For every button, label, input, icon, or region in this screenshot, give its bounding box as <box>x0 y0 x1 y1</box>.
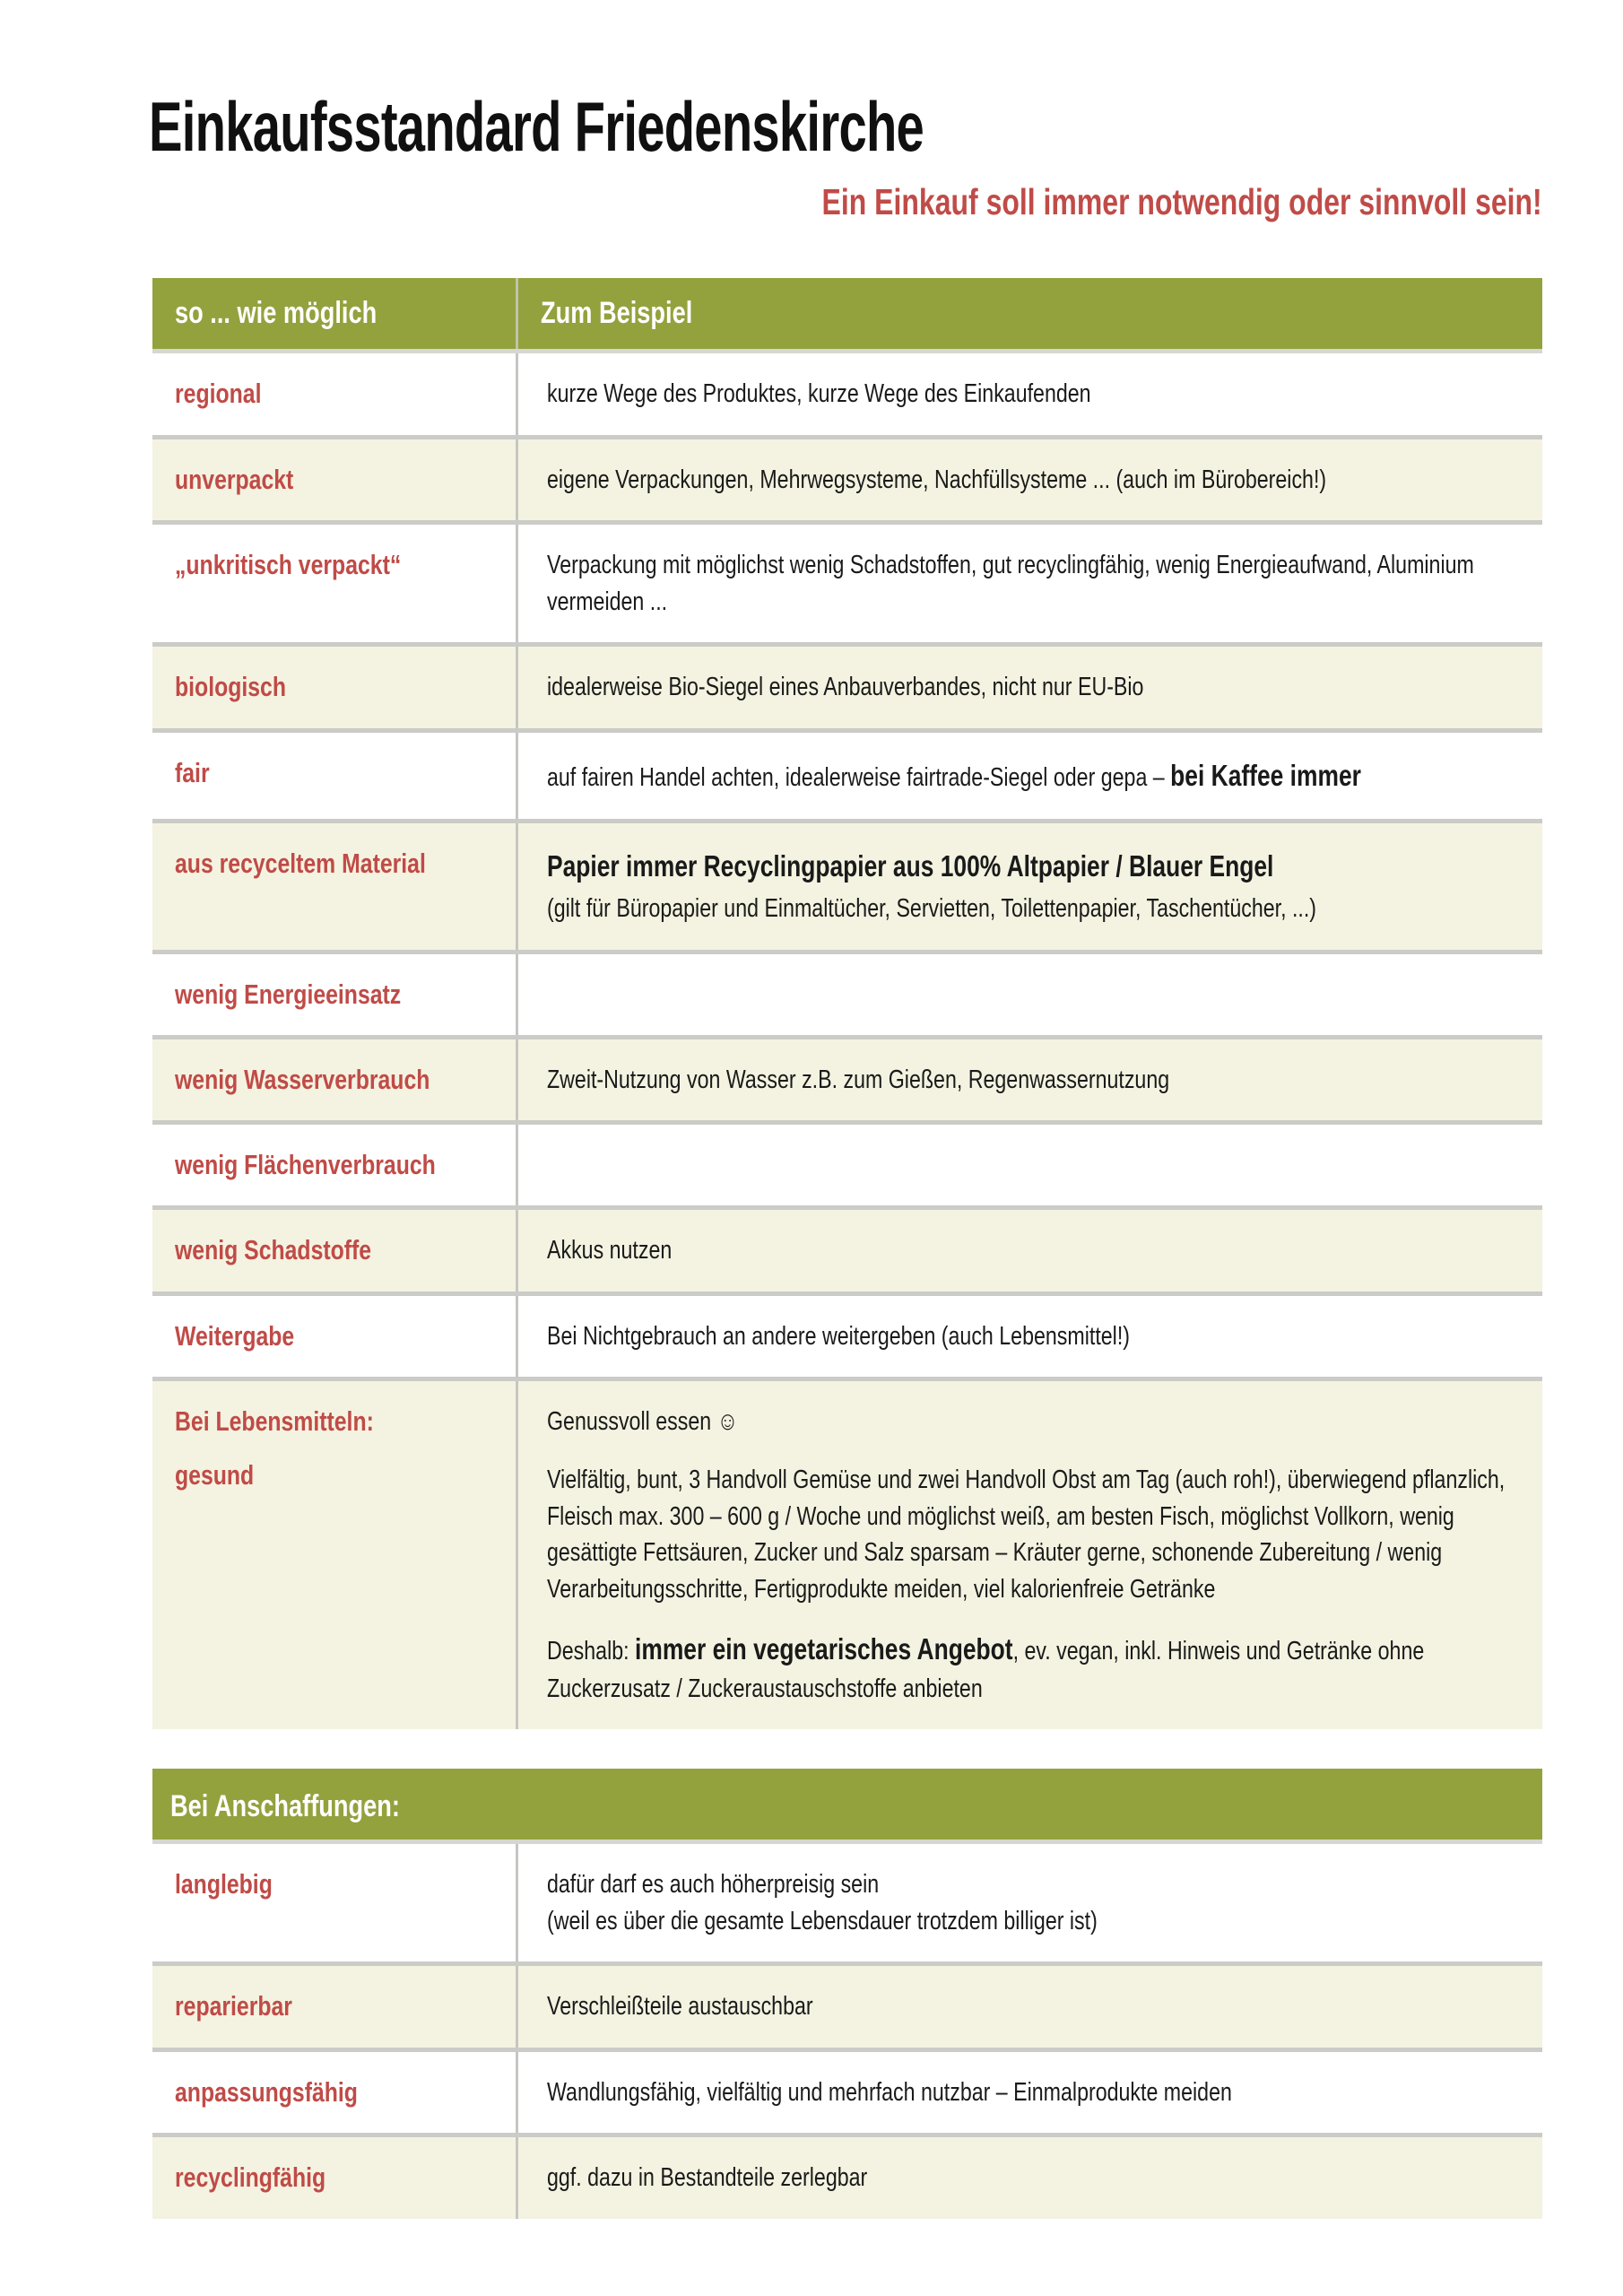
row-text: Zweit-Nutzung von Wasser z.B. zum Gießen, Regenwassernutzung <box>547 1065 1170 1094</box>
header-col-example: Zum Beispiel <box>541 296 693 330</box>
row-label: wenig Wasserverbrauch <box>152 1039 518 1121</box>
header-anschaffungen: Bei Anschaffungen: <box>170 1789 400 1823</box>
row-text: Verschleißteile austauschbar <box>547 1992 813 2022</box>
row-label: reparierbar <box>152 1966 518 2048</box>
paragraph-ernaehrung: Vielfältig, bunt, 3 Handvoll Gemüse und zwei Handvoll Obst am Tag (auch roh!), überwiegend pflanzlich, Fleisch max. 300 – 600 g / Woche und möglichst weiß, am besten Fisch, möglichst Vollkorn, wenig gesättigte Fettsäuren, Zucker und Salz sparsam – Kräuter gerne, schonende Zubereitung / wenig Verarbeitungsschritte, Fertigprodukte meiden, viel kalorienfreie Getränke <box>547 1465 1506 1604</box>
row-label: regional <box>152 353 518 435</box>
row-label: „unkritisch verpackt“ <box>152 525 518 642</box>
emphasis-text: immer ein vegetarisches Angebot <box>635 1632 1013 1666</box>
paragraph-genussvoll: Genussvoll essen ☺ <box>547 1407 739 1437</box>
row-text-empty <box>518 1125 1542 1205</box>
table-row-wasserverbrauch <box>152 1039 1542 1126</box>
table-row-anpassungsfaehig <box>152 2052 1542 2138</box>
table-row-langlebig <box>152 1844 1542 1966</box>
table-row-reparierbar <box>152 1966 1542 2052</box>
row-text: Verpackung mit möglichst wenig Schadstoffen, gut recyclingfähig, wenig Energieaufwand, Aluminium vermeiden ... <box>547 551 1474 616</box>
paragraph-deshalb: Deshalb: immer ein vegetarisches Angebot, ev. vegan, inkl. Hinweis und Getränke ohne Zuckerzusatz / Zuckeraustauschstoffe anbieten <box>547 1632 1425 1703</box>
row-text: ggf. dazu in Bestandteile zerlegbar <box>547 2163 868 2193</box>
anschaffungen-table-header <box>152 1769 1542 1844</box>
row-text: idealerweise Bio-Siegel eines Anbauverbandes, nicht nur EU-Bio <box>547 673 1144 702</box>
row-label: aus recyceltem Material <box>152 823 518 950</box>
row-text: Wandlungsfähig, vielfältig und mehrfach nutzbar – Einmalprodukte meiden <box>547 2077 1232 2107</box>
page-subtitle: Ein Einkauf soll immer notwendig oder sinnvoll sein! <box>821 181 1542 222</box>
row-text: eigene Verpackungen, Mehrwegsysteme, Nachfüllsysteme ... (auch im Bürobereich!) <box>547 465 1327 494</box>
row-text-empty <box>518 954 1542 1035</box>
table-row-schadstoffe <box>152 1210 1542 1296</box>
table-row-biologisch <box>152 647 1542 733</box>
row-text: dafür darf es auch höherpreisig sein (weil es über die gesamte Lebensdauer trotzdem billiger ist) <box>547 1870 1098 1935</box>
row-label: anpassungsfähig <box>152 2052 518 2134</box>
row-label: unverpackt <box>152 439 518 521</box>
table-row-lebensmittel-gesund <box>152 1381 1542 1729</box>
row-label: biologisch <box>152 647 518 728</box>
row-label: Bei Lebensmitteln: gesund <box>152 1381 518 1729</box>
table-row-unverpackt <box>152 439 1542 526</box>
row-text: auf fairen Handel achten, idealerweise fairtrade-Siegel oder gepa – bei Kaffee immer <box>547 758 1361 792</box>
sub-text: (gilt für Büropapier und Einmaltücher, Servietten, Toilettenpapier, Taschentücher, ...) <box>547 894 1317 924</box>
emphasis-text: bei Kaffee immer <box>1170 758 1361 792</box>
table-row-recyclingfaehig <box>152 2137 1542 2219</box>
table-row-energieeinsatz <box>152 954 1542 1039</box>
row-label: wenig Flächenverbrauch <box>152 1125 518 1205</box>
standards-table-header <box>152 278 1542 353</box>
table-row-recyceltes-material <box>152 823 1542 954</box>
row-text <box>518 1381 1542 1729</box>
page-title: Einkaufsstandard Friedenskirche <box>149 87 924 166</box>
row-text <box>518 823 1542 950</box>
anschaffungen-table <box>152 1769 1542 2219</box>
row-label: wenig Energieeinsatz <box>152 954 518 1035</box>
header-col-how: so ... wie möglich <box>152 278 518 349</box>
table-row-weitergabe <box>152 1296 1542 1382</box>
row-label: langlebig <box>152 1844 518 1961</box>
table-row-flaechenverbrauch <box>152 1125 1542 1210</box>
subtitle-row <box>152 181 1542 223</box>
row-label: fair <box>152 733 518 819</box>
table-row-unkritisch-verpackt <box>152 525 1542 647</box>
table-row-fair <box>152 733 1542 823</box>
row-label: Weitergabe <box>152 1296 518 1378</box>
row-text: kurze Wege des Produktes, kurze Wege des Einkaufenden <box>547 379 1091 408</box>
table-row-regional <box>152 353 1542 439</box>
row-text: Bei Nichtgebrauch an andere weitergeben (auch Lebensmittel!) <box>547 1321 1130 1351</box>
row-label: recyclingfähig <box>152 2137 518 2219</box>
row-text: Akkus nutzen <box>547 1236 673 1265</box>
emphasis-text: Papier immer Recyclingpapier aus 100% Altpapier / Blauer Engel <box>547 849 1274 883</box>
row-label: wenig Schadstoffe <box>152 1210 518 1292</box>
standards-table <box>152 278 1542 1729</box>
